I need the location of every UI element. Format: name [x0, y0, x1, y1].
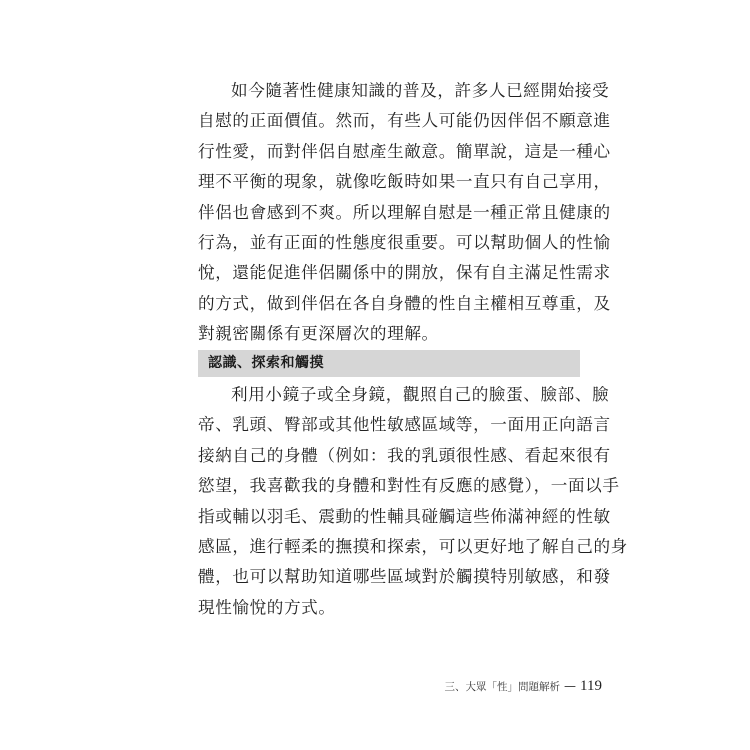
text-line: 伴侶也會感到不爽。所以理解自慰是一種正常且健康的 — [198, 202, 611, 222]
text-line: 體，也可以幫助知道哪些區域對於觸摸特別敏感，和發 — [198, 567, 611, 587]
text-line: 現性愉悅的方式。 — [198, 597, 336, 617]
text-line: 對親密關係有更深層次的理解。 — [198, 324, 439, 344]
text-line: 自慰的正面價值。然而，有些人可能仍因伴侶不願意進 — [198, 111, 611, 131]
text-line: 的方式，做到伴侶在各自身體的性自主權相互尊重，及 — [198, 293, 611, 313]
text-line: 理不平衡的現象，就像吃飯時如果一直只有自己享用， — [198, 172, 611, 192]
running-footer-chapter: 三、大眾「性」問題解析 — [444, 681, 561, 693]
text-line: 悅，還能促進伴侶關係中的開放，保有自主滿足性需求 — [198, 263, 611, 283]
text-line: 指或輔以羽毛、震動的性輔具碰觸這些佈滿神經的性敏 — [198, 506, 611, 526]
text-line: 行為，並有正面的性態度很重要。可以幫助個人的性愉 — [198, 232, 611, 252]
text-line: 行性愛，而對伴侶自慰產生敵意。簡單說，這是一種心 — [198, 141, 611, 161]
footer-dash: — — [564, 679, 577, 693]
page-number: 119 — [580, 678, 602, 694]
body-paragraph-1 — [198, 76, 611, 350]
body-paragraph-2 — [198, 380, 628, 623]
text-line: 利用小鏡子或全身鏡，觀照自己的臉蛋、臉部、臉 — [231, 385, 610, 404]
text-line: 感區，進行輕柔的撫摸和探索，可以更好地了解自己的身 — [198, 536, 628, 556]
page-footer — [445, 678, 602, 695]
text-line: 慾望，我喜歡我的身體和對性有反應的感覺），一面以手 — [198, 476, 620, 496]
text-line: 如今隨著性健康知識的普及，許多人已經開始接受 — [231, 81, 610, 100]
text-line: 接納自己的身體（例如：我的乳頭很性感、看起來很有 — [198, 445, 611, 465]
text-line: 帝、乳頭、臀部或其他性敏感區域等，一面用正向語言 — [198, 415, 611, 435]
section-heading: 認識、探索和觸摸 — [198, 350, 580, 377]
